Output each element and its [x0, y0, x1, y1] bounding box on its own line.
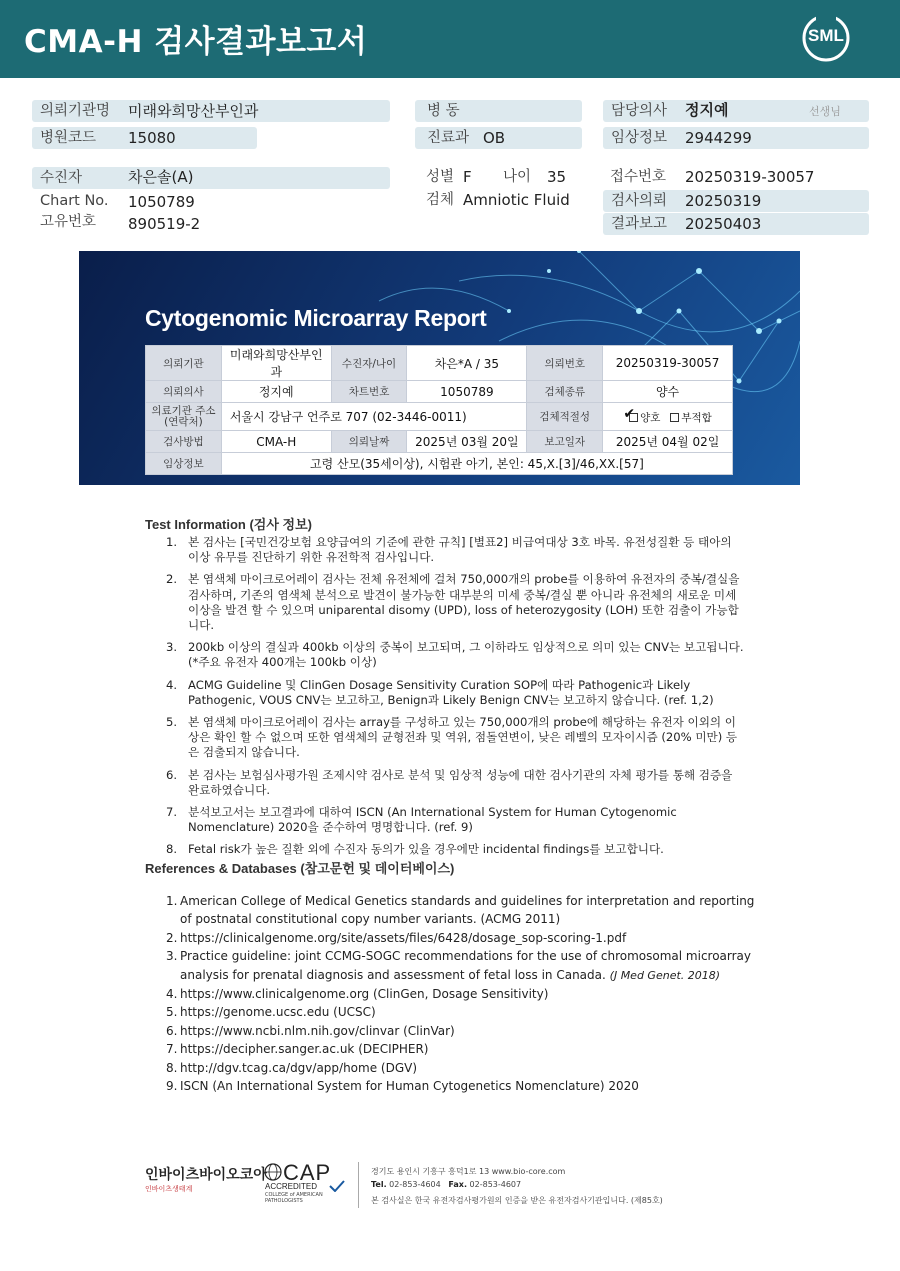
list-item: 8. http://dgv.tcag.ca/dgv/app/home (DGV)	[166, 1060, 418, 1075]
cell-header: 검사방법	[146, 431, 222, 453]
report-label: 결과보고	[603, 213, 869, 235]
cell-value: 정지예	[221, 381, 331, 403]
banner-title: Cytogenomic Microarray Report	[145, 305, 487, 331]
test-info-list	[166, 535, 746, 865]
institution-value: 미래와희망산부인과	[128, 102, 259, 120]
summary-table	[145, 345, 733, 475]
summary-row	[146, 431, 733, 453]
check-icon	[329, 1180, 345, 1192]
list-item: 9. ISCN (An International System for Human Cytogenetics Nomenclature) 2020	[166, 1079, 639, 1094]
request-value: 20250319	[685, 192, 762, 210]
list-item: 6. https://www.ncbi.nlm.nih.gov/clinvar (ClinVar)	[166, 1023, 455, 1038]
doctor-suffix: 선생님	[809, 105, 841, 118]
list-item: 1. 본 검사는 [국민건강보험 요양급여의 기준에 관한 규칙] [별표2] 비급여대상 3호 바목. 유전성질환 등 태아의 이상 유무를 진단하기 위한 유전학적 검사입니다.	[166, 535, 732, 565]
cell-header: 의뢰기관	[146, 346, 222, 381]
list-item: 3. 200kb 이상의 결실과 400kb 이상의 중복이 보고되며, 그 이하라도 임상적으로 의미 있는 CNV는 보고됩니다. (*주요 유전자 400개는 100kb 이상)	[166, 640, 744, 670]
logo-text: SML	[808, 26, 844, 45]
cma-report-banner	[79, 251, 800, 485]
cell-value: 양수	[603, 381, 733, 403]
cell-header: 의료기관 주소 (연락처)	[146, 403, 222, 431]
cell-header: 검체종류	[527, 381, 603, 403]
list-item: 5. 본 염색체 마이크로어레이 검사는 array를 구성하고 있는 750,000개의 probe에 해당하는 유전자 이외의 이상은 확인 할 수 없으며 또한 염색체의 균형전좌 및 역위, 점돌연변이, 낮은 레벨의 모자이시즘 (20% 미만) 등은 검출되지 않습니다.	[166, 715, 738, 760]
doctor-label: 담당의사	[603, 100, 869, 122]
summary-row	[146, 453, 733, 475]
references-title: References & Databases (참고문헌 및 데이터베이스)	[145, 861, 455, 876]
unique-value: 890519-2	[128, 215, 201, 233]
list-item: 7. 분석보고서는 보고결과에 대하여 ISCN (An International System for Human Cytogenomic Nomenclature) 2020을 준수하여 명명합니다. (ref. 9)	[166, 805, 677, 835]
cell-header: 의뢰의사	[146, 381, 222, 403]
cell-value: 서울시 강남구 언주로 707 (02-3446-0011)	[221, 403, 526, 431]
cell-header: 보고일자	[527, 431, 603, 453]
list-item: 2. https://clinicalgenome.org/site/assets/files/6428/dosage_sop-scoring-1.pdf	[166, 930, 627, 945]
specimen-value: Amniotic Fluid	[463, 191, 570, 209]
list-item: 1. American College of Medical Genetics standards and guidelines for interpretation and reporting of postnatal constitutional copy number variants. (ACMG 2011)	[166, 894, 755, 927]
subject-value: 차은솔(A)	[128, 168, 194, 186]
cap-text: CAP	[283, 1160, 332, 1185]
cell-header: 임상정보	[146, 453, 222, 475]
dept-label: 진료과	[415, 127, 582, 149]
dept-value: OB	[483, 129, 506, 147]
cell-value: CMA-H	[221, 431, 331, 453]
summary-row	[146, 403, 733, 431]
list-item: 4. ACMG Guideline 및 ClinGen Dosage Sensitivity Curation SOP에 따라 Pathogenic과 Likely Pathogenic, VOUS CNV는 보고하고, Benign과 Likely Benign CNV는 보고하지 않습니다. (ref. 1,2)	[166, 677, 714, 707]
sml-logo	[800, 12, 852, 64]
cell-header: 검체적절성	[527, 403, 603, 431]
list-item: 2. 본 염색체 마이크로어레이 검사는 전체 유전체에 걸쳐 750,000개의 probe를 이용하여 유전자의 중복/결실을 검사하며, 기존의 염색체 분석으로 발견이 불가능한 대부분의 미세 중복/결실 뿐 아니라 유전체의 새로운 미세이상을 발견 할 수 있으며 uniparental disomy (UPD), loss of heterozygosity (LOH) 또한 검출이 가능합니다.	[166, 572, 740, 633]
clinical-label: 임상정보	[603, 127, 869, 149]
footer-address: 경기도 용인시 기흥구 흥덕1로 13 www.bio-core.com	[371, 1167, 566, 1176]
cell-header: 수진자/나이	[331, 346, 407, 381]
checkbox-bad	[670, 413, 679, 422]
footer-contact: Tel. 02-853-4604 Fax. 02-853-4607	[371, 1180, 522, 1189]
list-item: 6. 본 검사는 보험심사평가원 조제시약 검사로 분석 및 임상적 성능에 대한 검사기관의 자체 평가를 통해 검증을 완료하였습니다.	[166, 767, 733, 797]
cell-header: 의뢰번호	[527, 346, 603, 381]
clinical-value: 2944299	[685, 129, 752, 147]
footer-divider	[358, 1162, 359, 1208]
list-item: 4. https://www.clinicalgenome.org (ClinGen, Dosage Sensitivity)	[166, 987, 549, 1002]
test-info-title: Test Information (검사 정보)	[145, 517, 312, 532]
footer-address-block	[371, 1165, 663, 1207]
header-bar	[0, 0, 900, 78]
institution-label: 의뢰기관명	[32, 100, 390, 122]
cell-value: 차은*A / 35	[407, 346, 527, 381]
receipt-value: 20250319-30057	[685, 168, 815, 186]
adequacy-good-label: 양호	[640, 411, 661, 424]
specimen-label: 검체	[426, 192, 455, 208]
sex-label: 성별	[426, 169, 455, 185]
doctor-value: 정지예	[685, 101, 729, 119]
cell-value: 2025년 04월 02일	[603, 431, 733, 453]
request-label: 검사의뢰	[603, 190, 869, 212]
cell-header: 의뢰날짜	[331, 431, 407, 453]
list-item: 3. Practice guideline: joint CCMG-SOGC recommendations for the use of chromosomal microarray analysis for prenatal diagnosis and assessment of fetal loss in Canada. (J Med Genet. 2018)	[166, 949, 752, 982]
cell-value: 20250319-30057	[603, 346, 733, 381]
ward-label: 병 동	[415, 100, 582, 122]
cell-value: 2025년 03월 20일	[407, 431, 527, 453]
list-item: 5. https://genome.ucsc.edu (UCSC)	[166, 1005, 376, 1020]
chart-value: 1050789	[128, 193, 195, 211]
summary-row	[146, 381, 733, 403]
chart-label: Chart No.	[40, 193, 109, 209]
specimen-adequacy-cell	[603, 403, 733, 431]
list-item: 8. Fetal risk가 높은 질환 외에 수진자 동의가 있을 경우에만 incidental findings를 보고합니다.	[166, 842, 664, 857]
references-list	[166, 892, 766, 1095]
cell-header: 차트번호	[331, 381, 407, 403]
receipt-label: 접수번호	[610, 169, 667, 185]
age-label: 나이	[503, 169, 532, 185]
adequacy-bad-label: 부적합	[681, 411, 712, 424]
cap-globe-icon	[263, 1162, 283, 1182]
cap-college-text: COLLEGE of AMERICAN PATHOLOGISTS	[265, 1192, 323, 1204]
sex-value: F	[463, 168, 472, 186]
cell-value: 미래와희망산부인과	[221, 346, 331, 381]
cell-value: 1050789	[407, 381, 527, 403]
age-value: 35	[547, 168, 567, 186]
report-title: CMA-H 검사결과보고서	[24, 24, 368, 60]
hospital-code-value: 15080	[128, 129, 176, 147]
unique-label: 고유번호	[40, 214, 97, 230]
list-item: 7. https://decipher.sanger.ac.uk (DECIPHER)	[166, 1042, 429, 1057]
company-logo-text: 인바이츠바이오코아	[145, 1167, 267, 1183]
hospital-code-label: 병원코드	[32, 127, 257, 149]
report-value: 20250403	[685, 215, 762, 233]
cap-accredited-text: ACCREDITED	[265, 1182, 318, 1191]
footer-note: 본 검사실은 한국 유전자검사평가원의 인증을 받은 유전자검사기관입니다. (제85호)	[371, 1196, 663, 1205]
cell-value: 고령 산모(35세이상), 시험관 아기, 본인: 45,X.[3]/46,XX.[57]	[221, 453, 732, 475]
checkmark-icon: ✔	[623, 405, 636, 422]
subject-label: 수진자	[32, 167, 390, 189]
summary-row	[146, 346, 733, 381]
company-subtitle: 인바이츠생태계	[145, 1185, 193, 1193]
cap-accredited-logo	[263, 1160, 353, 1206]
